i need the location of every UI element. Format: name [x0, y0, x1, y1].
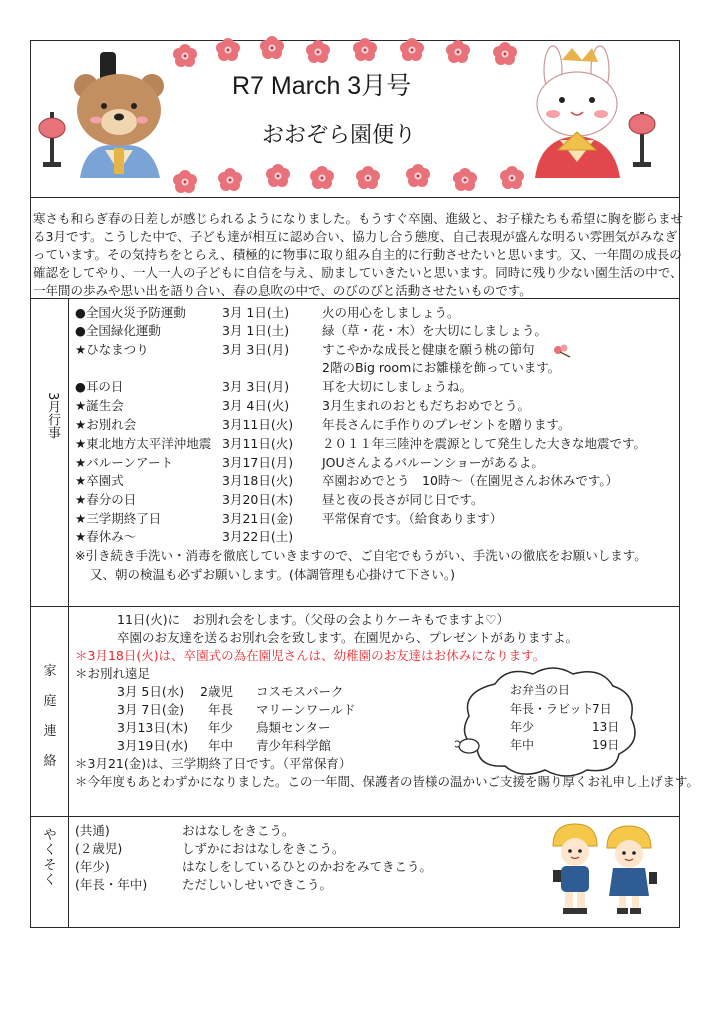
promise-who: (２歳児): [75, 841, 123, 856]
event-name: ●全国緑化運動: [75, 323, 161, 338]
event-date: 3月22日(土): [222, 529, 294, 544]
event-date: 3月11日(火): [222, 417, 294, 432]
event-desc: 昼と夜の長さが同じ日です。: [322, 492, 484, 507]
home-label-char: 庭: [43, 694, 57, 709]
intro-line-3: っています。その気持ちをとらえ、積極的に物事に取り組み自主的に行動させたいと思います。又、一年間の成長の: [33, 247, 682, 262]
bento-day: 7日: [592, 702, 612, 716]
event-date: 3月11日(火): [222, 436, 294, 451]
promise-who: (年少): [75, 859, 110, 874]
trip-place: 青少年科学館: [256, 738, 332, 753]
header-decoration: [0, 0, 724, 210]
event-date: 3月17日(月): [222, 455, 294, 470]
event-name: ★三学期終了日: [75, 511, 162, 526]
trip-date: 3月13日(木): [117, 720, 189, 735]
home-line-2: 卒園のお友達を送るお別れ会を致します。在園児から、プレゼントがありますよ。: [117, 630, 579, 645]
event-date: 3月 3日(月): [222, 342, 290, 357]
intro-line-4: 確認をしてやり、一人一人の子どもに自信を与え、励ましていきたいと思います。同時に残り少ない園生活の中で、: [33, 265, 683, 280]
event-desc: 緑（草・花・木）を大切にしましょう。: [322, 323, 548, 338]
home-line-5: ＊3月21(金)は、三学期終了日です。（平常保育）: [75, 756, 352, 771]
events-note-2: 又、朝の検温も必ずお願いします。(体調管理も心掛けて下さい。): [90, 567, 456, 582]
event-name: ★卒園式: [75, 473, 124, 488]
event-desc: 2階のBig roomにお雛様を飾っています。: [322, 360, 561, 375]
trip-grade: 年中: [208, 738, 234, 753]
event-name: ★誕生会: [75, 398, 124, 413]
event-name: ★ひなまつり: [75, 342, 149, 357]
flower-row-top: [173, 36, 517, 67]
child-boy-icon: [553, 824, 597, 914]
promise-label-char: く: [43, 873, 57, 888]
home-line-1: 11日(火)に お別れ会をします。（父母の会よりケーキもでますよ♡）: [117, 612, 510, 627]
bento-grade: 年中: [510, 738, 535, 752]
lantern-left-icon: [39, 112, 65, 167]
divider-home: [31, 816, 679, 817]
bear-emperor-icon: [74, 52, 164, 178]
intro-line-2: る3月です。こうした中で、子ども達が相互に認め合い、協力し合う態度、自己表現が盛んな明るい雰囲気がみなぎ: [33, 229, 678, 244]
trip-place: 鳥類センター: [256, 720, 331, 735]
event-date: 3月 4日(火): [222, 398, 290, 413]
nursery-name-title: おおぞら園便り: [262, 123, 417, 148]
trip-date: 3月 5日(水): [117, 684, 185, 699]
newsletter-title: R7 March 3月号: [232, 72, 412, 100]
divider-events: [31, 606, 679, 607]
trip-date: 3月19日(水): [117, 738, 189, 753]
event-date: 3月18日(火): [222, 473, 294, 488]
bento-grade: 年長・ラビット: [510, 702, 594, 716]
bento-day: 19日: [592, 738, 620, 752]
bento-day: 13日: [592, 720, 620, 734]
event-desc: ２０１１年三陸沖を震源として発生した大きな地震です。: [322, 436, 647, 451]
event-desc: 卒園おめでとう 10時～（在園児さんお休みです。）: [322, 473, 619, 488]
bento-title: お弁当の日: [510, 683, 571, 697]
label-column-divider: [68, 298, 69, 928]
event-desc: JOUさんよるバルーンショーがあるよ。: [322, 455, 544, 470]
events-section-label: 3月行事: [45, 392, 60, 440]
event-desc: 3月生まれのおともだちおめでとう。: [322, 398, 530, 413]
bento-grade: 年少: [510, 720, 535, 734]
home-line-4: ＊お別れ遠足: [75, 666, 151, 681]
promise-what: おはなしをきこう。: [182, 823, 295, 838]
event-date: 3月 1日(土): [222, 305, 290, 320]
event-desc: 年長さんに手作りのプレゼントを贈ります。: [322, 417, 571, 432]
promise-label-char: く: [43, 843, 57, 858]
promise-what: はなしをしているひとのかおをみてきこう。: [182, 859, 433, 874]
home-line-3-notice: ＊3月18日(火)は、卒園式の為在園児さんは、幼稚園のお友達はお休みになります。: [75, 648, 546, 663]
children-illustration: [545, 818, 665, 918]
event-desc: 火の用心をしましょう。: [322, 305, 460, 320]
child-girl-icon: [607, 826, 657, 914]
event-date: 3月 1日(土): [222, 323, 290, 338]
promise-label-char: そ: [43, 858, 57, 873]
event-name: ★東北地方太平洋沖地震: [75, 436, 212, 451]
intro-line-1: 寒さも和らぎ春の日差しが感じられるようになりました。もうすぐ卒園、進級と、お子様たちも希望に胸を膨らませ: [33, 211, 684, 226]
event-desc: 平常保育です。（給食あります）: [322, 511, 503, 526]
event-desc: 耳を大切にしましょうね。: [322, 379, 473, 394]
trip-place: マリーンワールド: [256, 702, 356, 717]
event-date: 3月21日(金): [222, 511, 294, 526]
event-name: ●全国火災予防運動: [75, 305, 186, 320]
promise-label-char: や: [43, 828, 57, 843]
event-name: ★春休み～: [75, 529, 137, 544]
event-name: ★お別れ会: [75, 417, 137, 432]
event-name: ★春分の日: [75, 492, 137, 507]
trip-place: コスモスパーク: [256, 684, 344, 699]
events-note-1: ※引き続き手洗い・消毒を徹底していきますので、ご自宅でもうがい、手洗いの徹底をお願いします。: [75, 548, 647, 563]
event-date: 3月 3日(月): [222, 379, 290, 394]
trip-grade: 2歳児: [200, 684, 233, 699]
promise-what: しずかにおはなしをきこう。: [182, 841, 345, 856]
peach-blossom-icon: [552, 342, 572, 358]
event-desc: すこやかな成長と健康を願う桃の節句: [322, 342, 535, 357]
event-name: ★バルーンアート: [75, 455, 174, 470]
home-label-char: 連: [43, 724, 57, 739]
home-line-6: ＊今年度もあとわずかになりました。この一年間、保護者の皆様の温かいご支援を賜り厚くお礼申し上げます。: [75, 774, 700, 789]
flower-row-bottom: [173, 164, 524, 193]
trip-grade: 年長: [208, 702, 234, 717]
trip-grade: 年少: [208, 720, 234, 735]
intro-line-5: 一年間の歩みや思い出を語り合い、春の息吹の中で、のびのびと活動させたいものです。: [33, 283, 532, 298]
promise-what: ただしいしせいできこう。: [182, 877, 333, 892]
lantern-right-icon: [629, 112, 655, 167]
trip-date: 3月 7日(金): [117, 702, 185, 717]
event-name: ●耳の日: [75, 379, 124, 394]
promise-who: (年長・年中): [75, 877, 148, 892]
home-label-char: 家: [43, 664, 57, 679]
event-date: 3月20日(木): [222, 492, 294, 507]
promise-who: (共通): [75, 823, 110, 838]
home-label-char: 絡: [43, 754, 57, 769]
rabbit-empress-icon: [535, 46, 620, 178]
